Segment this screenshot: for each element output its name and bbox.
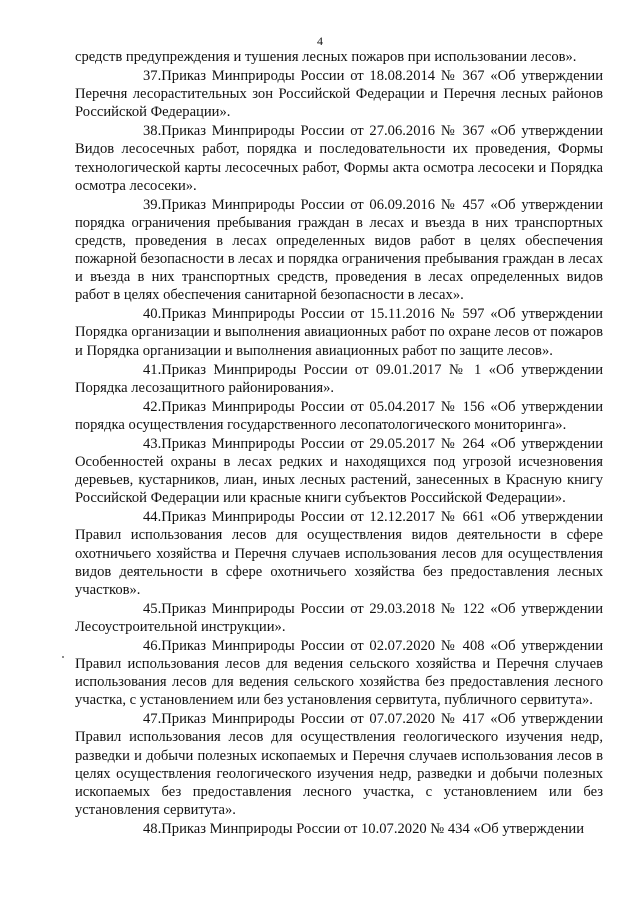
item-text: Приказ Минприроды России от 06.09.2016 № 457 «Об утверждении порядка ограничения пребывания граждан в лесах и въезда в них транспортных средств, проведения в лесах определенных видов работ в целях обеспечения пожарной безопасности в лесах и порядка ограничения пребывания граждан в лесах и въезда в них транспортных средств, проведения в лесах определенных видов работ в целях обеспечения санитарной безопасности в лесах». [75, 196, 603, 304]
list-item-47 [75, 710, 603, 819]
item-text: Приказ Минприроды России от 07.07.2020 № 417 «Об утверждении Правил использования лесов для осуществления геологического изучения недр, разведки и добычи полезных ископаемых и Перечня случаев использования лесов в целях осуществления геологического изучения недр, разведки и добычи полезных ископаемых без предоставления лесного участка, с установлением или без установления сервитута». [75, 711, 603, 818]
item-text: Приказ Минприроды России от 09.01.2017 № 1 «Об утверждении Порядка лесозащитного районирования». [75, 361, 603, 396]
item-text: Приказ Минприроды России от 02.07.2020 № 408 «Об утверждении Правил использования лесов для ведения сельского хозяйства и Перечня случаев использования лесов для ведения сельского хозяйства без предоставления лесного участка, с установлением или без установления сервитута, публичного сервитута». [75, 638, 603, 709]
list-item-37 [75, 67, 603, 121]
item-number: 43. [143, 435, 162, 452]
item-number: 44. [143, 509, 162, 526]
item-number: 38. [143, 123, 162, 140]
list-item-46 [75, 637, 603, 709]
item-number: 45. [143, 600, 162, 617]
item-text: Приказ Минприроды России от 15.11.2016 № 597 «Об утверждении Порядка организации и выполнения авиационных работ по охране лесов от пожаров и Порядка организации и выполнения авиационных работ по защите лесов». [75, 306, 603, 359]
item-number: 42. [143, 398, 162, 415]
list-item-43 [75, 435, 603, 507]
item-text: Приказ Минприроды России от 29.05.2017 № 264 «Об утверждении Особенностей охраны в лесах редких и находящихся под угрозой исчезновения деревьев, кустарников, лиан, иных лесных растений, занесенных в Красную книгу Российской Федерации или красные книги субъектов Российской Федерации». [75, 435, 603, 507]
list-item-42 [75, 398, 603, 434]
item-number: 39. [143, 196, 162, 213]
item-number: 41. [143, 361, 162, 378]
item-text: Приказ Минприроды России от 27.06.2016 № 367 «Об утверждении Видов лесосечных работ, порядка и последовательности их проведения, Формы технологической карты лесосечных работ, Формы акта осмотра лесосеки и Порядка осмотра лесосеки». [75, 123, 603, 194]
list-item-38 [75, 122, 603, 194]
item-text: Приказ Минприроды России от 18.08.2014 № 367 «Об утверждении Перечня лесорастительных зон Российской Федерации и Перечня лесных районов Российской Федерации». [75, 68, 603, 121]
item-number: 40. [143, 306, 162, 323]
list-item-44 [75, 508, 603, 598]
item-text: Приказ Минприроды России от 29.03.2018 № 122 «Об утверждении Лесоустроительной инструкции». [75, 600, 603, 635]
item-text: Приказ Минприроды России от 12.12.2017 № 661 «Об утверждении Правил использования лесов для осуществления видов деятельности в сфере охотничьего хозяйства и Перечня случаев использования лесов для осуществления видов деятельности в сфере охотничьего хозяйства без предоставления лесных участков». [75, 509, 603, 598]
list-item-48 [75, 820, 603, 838]
page-number: 4 [317, 34, 323, 48]
item-number: 37. [143, 68, 162, 85]
item-text: Приказ Минприроды России от 05.04.2017 № 156 «Об утверждении порядка осуществления государственного лесопатологического мониторинга». [75, 398, 603, 433]
list-item-41 [75, 361, 603, 397]
item-number: 48. [143, 820, 162, 837]
list-item-39 [75, 196, 603, 305]
list-item-40 [75, 305, 603, 359]
list-item-45 [75, 600, 603, 636]
item-text: Приказ Минприроды России от 10.07.2020 № 434 «Об утверждении [161, 820, 584, 837]
document-body [75, 48, 603, 839]
continuation-paragraph: средств предупреждения и тушения лесных пожаров при использовании лесов». [75, 49, 577, 65]
item-number: 46. [143, 638, 162, 654]
scan-speck [62, 656, 64, 658]
item-number: 47. [143, 711, 162, 728]
